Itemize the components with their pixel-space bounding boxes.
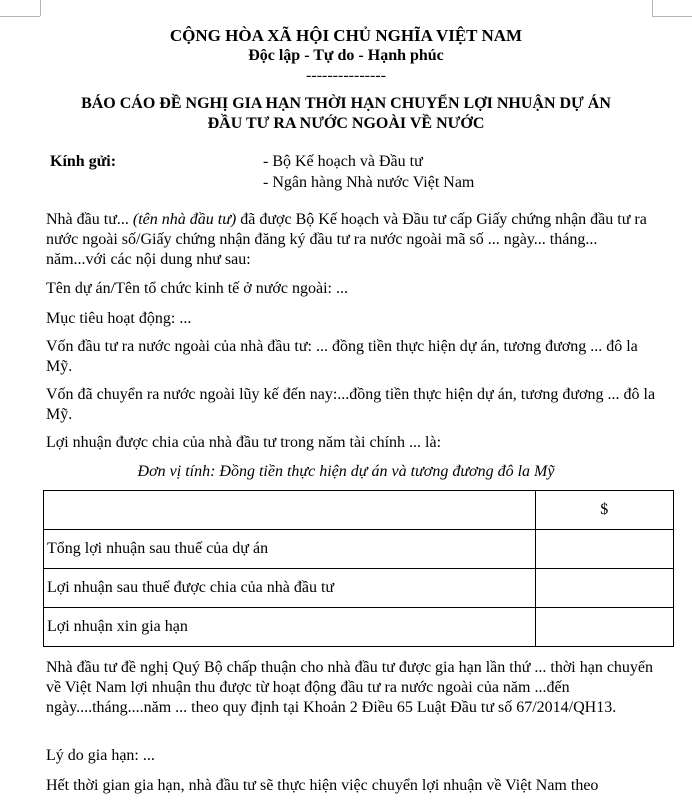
investor-name-placeholder: (tên nhà đầu tư) xyxy=(132,211,237,228)
crop-mark-left-h xyxy=(0,16,40,17)
table-header-row xyxy=(44,491,674,530)
doc-title-line1: BÁO CÁO ĐỀ NGHỊ GIA HẠN THỜI HẠN CHUYỂN LỢI NHUẬN DỰ ÁN xyxy=(81,95,611,112)
closing-paragraph: Hết thời gian gia hạn, nhà đầu tư sẽ thực hiện việc chuyển lợi nhuận về Việt Nam theo xyxy=(46,777,599,794)
reason-line: Lý do gia hạn: ... xyxy=(46,747,155,764)
header-divider: --------------- xyxy=(306,67,386,84)
table-row xyxy=(44,569,674,608)
table-row-label: Lợi nhuận sau thuế được chia của nhà đầu tư xyxy=(44,569,536,608)
table-row-value xyxy=(535,530,673,569)
doc-title-line2: ĐẦU TƯ RA NƯỚC NGOÀI VỀ NƯỚC xyxy=(207,115,485,132)
recipient-item: - Ngân hàng Nhà nước Việt Nam xyxy=(263,174,475,191)
intro-paragraph xyxy=(46,210,656,270)
project-name-line: Tên dự án/Tên tổ chức kinh tế ở nước ngoài: ... xyxy=(46,280,348,297)
table-row-value xyxy=(535,569,673,608)
transferred-paragraph: Vốn đã chuyển ra nước ngoài lũy kế đến nay:...đồng tiền thực hiện dự án, tương đương ... đô la Mỹ. xyxy=(46,386,656,423)
capital-paragraph: Vốn đầu tư ra nước ngoài của nhà đầu tư: ... đồng tiền thực hiện dự án, tương đương ... đô la Mỹ. xyxy=(46,338,638,375)
crop-mark-right-h xyxy=(652,16,692,17)
request-paragraph: Nhà đầu tư đề nghị Quý Bộ chấp thuận cho nhà đầu tư được gia hạn lần thứ ... thời hạn chuyển về Việt Nam lợi nhuận thu được từ hoạt động đầu tư ra nước ngoài của năm ...đến ngày....tháng....năm ... theo quy định tại Khoản 2 Điều 65 Luật Đầu tư số 67/2014/QH13. xyxy=(46,659,654,716)
recipient-item: - Bộ Kế hoạch và Đầu tư xyxy=(263,153,423,170)
table-header-currency: $ xyxy=(535,491,673,530)
table-row xyxy=(44,608,674,647)
objective-line: Mục tiêu hoạt động: ... xyxy=(46,310,192,327)
crop-mark-right xyxy=(652,0,653,16)
recipient-label: Kính gửi: xyxy=(50,153,117,170)
table-row-label: Lợi nhuận xin gia hạn xyxy=(44,608,536,647)
table-row-value xyxy=(535,608,673,647)
profit-shared-line: Lợi nhuận được chia của nhà đầu tư trong năm tài chính ... là: xyxy=(46,434,442,451)
nation-heading: CỘNG HÒA XÃ HỘI CHỦ NGHĨA VIỆT NAM xyxy=(169,26,523,45)
unit-note: Đơn vị tính: Đồng tiền thực hiện dự án và tương đương đô la Mỹ xyxy=(137,463,555,480)
intro-suffix: đã được Bộ Kế hoạch và Đầu tư cấp Giấy chứng nhận đầu tư ra nước ngoài số/Giấy chứng nhận đăng ký đầu tư ra nước ngoài mã số ... ngày... tháng... năm...với các nội dung như sau: xyxy=(46,211,647,268)
crop-mark-left xyxy=(40,0,41,16)
table-row xyxy=(44,530,674,569)
profit-table xyxy=(43,490,674,647)
motto: Độc lập - Tự do - Hạnh phúc xyxy=(248,47,444,64)
table-header-label xyxy=(44,491,536,530)
intro-prefix: Nhà đầu tư... xyxy=(46,211,129,228)
table-row-label: Tổng lợi nhuận sau thuế của dự án xyxy=(44,530,536,569)
